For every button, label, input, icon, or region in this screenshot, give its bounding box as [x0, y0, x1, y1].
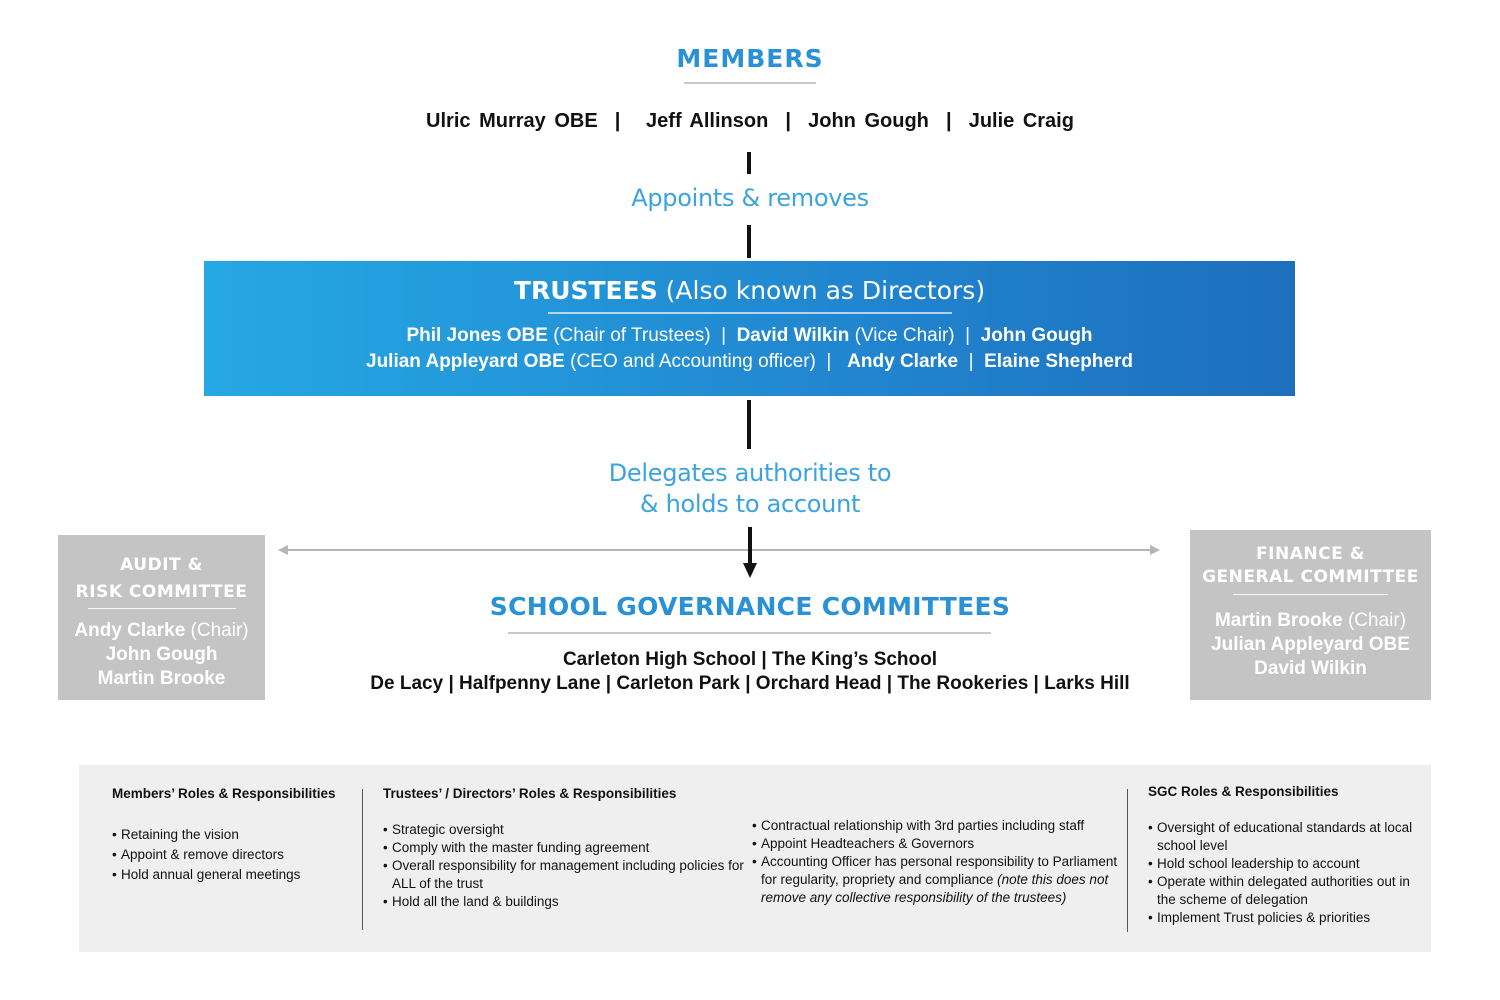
trustees-title: TRUSTEES — [513, 276, 658, 305]
audit-member-1-role: (Chair) — [185, 620, 249, 641]
list-item: • Hold annual general meetings — [112, 865, 362, 885]
trustee-julian-appleyard: Julian Appleyard OBE — [366, 351, 565, 372]
members-roles-column — [112, 785, 362, 885]
trustee-phil-jones: Phil Jones OBE — [406, 325, 548, 346]
audit-title-line2: RISK COMMITTEE — [75, 582, 248, 602]
trustees-names-line2 — [204, 351, 1295, 373]
list-item: • Comply with the master funding agreement — [383, 839, 753, 857]
trustee-david-wilkin: David Wilkin — [736, 325, 850, 346]
trustees-underline — [548, 312, 952, 314]
trustees-names-line1 — [204, 325, 1295, 347]
list-item: • Appoint Headteachers & Governors — [752, 835, 1122, 853]
delegates-line2: & holds to account — [639, 490, 861, 518]
appoints-label: Appoints & removes — [631, 184, 869, 212]
audit-title-line1: AUDIT & — [120, 555, 203, 575]
connector-members-to-label — [747, 152, 751, 174]
members-roles-title: Members’ Roles & Responsibilities — [112, 786, 336, 801]
trustee-julian-appleyard-role: (CEO and Accounting officer) | — [564, 351, 848, 372]
audit-member-1 — [58, 619, 265, 643]
list-item — [752, 853, 1122, 907]
trustee-david-wilkin-role: (Vice Chair) | — [849, 325, 981, 346]
down-arrow-icon — [741, 527, 759, 579]
members-roles-list — [112, 825, 362, 885]
trustees-roles-column — [383, 785, 753, 911]
trustee-john-gough: John Gough — [980, 325, 1093, 346]
sgc-schools-line2: De Lacy | Halfpenny Lane | Carleton Park | Orchard Head | The Rookeries | Larks Hill — [370, 673, 1130, 694]
connector-trustees-to-label — [747, 400, 751, 449]
trustees-box — [204, 261, 1295, 396]
roles-panel — [79, 765, 1431, 952]
sgc-roles-column — [1148, 783, 1418, 927]
finance-title-line2: GENERAL COMMITTEE — [1202, 567, 1419, 587]
trustees-subtitle: (Also known as Directors) — [657, 276, 986, 305]
list-item: • Operate within delegated authorities out in the scheme of delegation — [1148, 873, 1418, 909]
accounting-officer-note: (note this does not remove any collective responsibility of the trustees) — [761, 872, 1109, 905]
members-title: MEMBERS — [676, 44, 824, 73]
list-item: • Oversight of educational standards at local school level — [1148, 819, 1418, 855]
sgc-roles-list — [1148, 819, 1418, 927]
audit-member-1-name: Andy Clarke — [74, 620, 186, 641]
trustees-heading — [204, 276, 1295, 305]
delegates-line1: Delegates authorities to — [608, 459, 892, 487]
sgc-title: SCHOOL GOVERNANCE COMMITTEES — [489, 592, 1011, 621]
list-item: • Hold school leadership to account — [1148, 855, 1418, 873]
finance-member-2: Julian Appleyard OBE — [1211, 634, 1410, 655]
trustee-andy-clarke: Andy Clarke — [847, 351, 959, 372]
trustee-elaine-shepherd: Elaine Shepherd — [984, 351, 1133, 372]
list-item: • Implement Trust policies & priorities — [1148, 909, 1418, 927]
list-item: • Retaining the vision — [112, 825, 362, 845]
finance-member-1-name: Martin Brooke — [1214, 610, 1343, 631]
column-divider — [362, 789, 363, 930]
members-underline — [684, 82, 816, 84]
audit-member-3: Martin Brooke — [97, 668, 226, 689]
list-item: • Overall responsibility for management including policies for ALL of the trust — [383, 857, 753, 893]
list-item: • Strategic oversight — [383, 821, 753, 839]
column-divider — [1127, 789, 1128, 932]
sgc-underline — [508, 632, 991, 634]
finance-member-1-role: (Chair) — [1342, 610, 1407, 631]
horizontal-double-arrow — [278, 541, 1160, 559]
sgc-schools-line1: Carleton High School | The King’s School — [562, 649, 938, 670]
connector-label-to-trustees — [747, 225, 751, 258]
sgc-roles-title: SGC Roles & Responsibilities — [1148, 784, 1339, 799]
members-names: Ulric Murray OBE | Jeff Allinson | John Gough | Julie Craig — [426, 110, 1074, 132]
finance-member-3: David Wilkin — [1254, 658, 1367, 679]
trustees-roles-list-right — [752, 817, 1122, 907]
list-item: • Hold all the land & buildings — [383, 893, 753, 911]
audit-member-2: John Gough — [105, 644, 218, 665]
delegates-label — [0, 458, 1500, 520]
trustees-roles-column-right — [752, 817, 1122, 907]
accounting-officer-text: Accounting Officer has personal responsibility to Parliament for regularity, propriety and compliance — [761, 854, 1118, 887]
trustees-roles-title: Trustees’ / Directors’ Roles & Responsibilities — [383, 786, 677, 801]
list-item: • Contractual relationship with 3rd parties including staff — [752, 817, 1122, 835]
trustee-phil-jones-role: (Chair of Trustees) | — [547, 325, 737, 346]
finance-title-line1: FINANCE & — [1256, 544, 1365, 564]
list-item: • Appoint & remove directors — [112, 845, 362, 865]
trustee-separator: | — [958, 351, 985, 372]
trustees-roles-list-left — [383, 821, 753, 911]
